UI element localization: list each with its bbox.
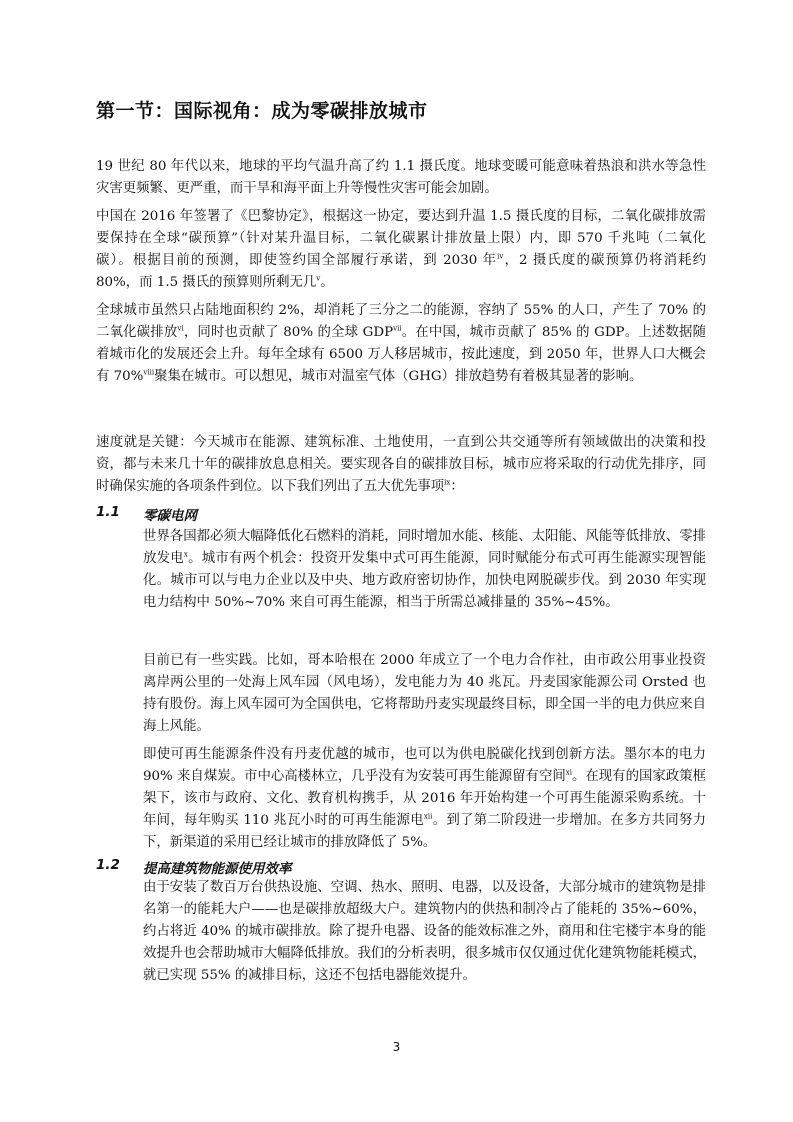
paragraph-building-energy: 由于安装了数百万台供热设施、空调、热水、照明、电器，以及设备，大部分城市的建筑物是排名第一的能耗大户——也是碳排放超级大户。建筑物内的供热和制冷占了能耗的 35%~60%，约占将近 40% 的城市碳排放。除了提升电器、设备的能效标准之外，商用和住宅楼宇本身的能效提升也会帮助城市大幅降低排放。我们的分析表明，很多城市仅仅通过优化建筑物能耗模式，就已实现 55% 的减排目标，这还不包括电器能效提升。	[143, 880, 706, 983]
footnote-ref: vi	[177, 324, 184, 333]
paragraph-paris-agreement: 中国在 2016 年签署了《巴黎协定》，根据这一协定，要达到升温 1.5 摄氏度的目标，二氧化碳排放需要保持在全球“碳预算”（针对某升温目标，二氧化碳累计排放量上限）内，即 570 千兆吨（二氧化碳）。根据目前的预测，即使签约国全部履行承诺，到 2030 年$^{iv}$，2 摄氏度的碳预算仍将消耗约 80%，而 1.5 摄氏的预算则所剩无几$^v$。	[96, 209, 707, 290]
paragraph-warming: 19 世纪 80 年代以来，地球的平均气温升高了约 1.1 摄氏度。地球变暖可能意味着热浪和洪水等急性灾害更频繁、更严重，而干旱和海平面上升等慢性灾害可能会加剧。	[96, 159, 706, 196]
section-title-building-efficiency: 提高建筑物能源使用效率	[143, 861, 292, 877]
footnote-ref: v	[316, 274, 321, 283]
page-number: 3	[392, 1040, 401, 1054]
footnote-ref: ix	[444, 478, 451, 487]
section-heading: 第一节：国际视角：成为零碳排放城市	[96, 100, 428, 122]
footnote-ref: vii	[393, 324, 402, 333]
section-number-1-2: 1.2	[96, 857, 120, 873]
paragraph-grid-decarbonize: 世界各国都必须大幅降低化石燃料的消耗，同时增加水能、核能、太阳能、风能等低排放、零排放发电$^x$。城市有两个机会：投资开发集中式可再生能源，同时赋能分布式可再生能源实现智能化。城市可以与电力企业以及中央、地方政府密切协作，加快电网脱碳步伐。到 2030 年实现电力结构中 50%~70% 来自可再生能源，相当于所需总减排量的 35%~45%。	[143, 529, 706, 610]
footnote-ref: x	[183, 550, 188, 559]
paragraph-copenhagen: 目前已有一些实践。比如，哥本哈根在 2000 年成立了一个电力合作社，由市政公用事业投资离岸两公里的一处海上风车园（风电场），发电能力为 40 兆瓦。丹麦国家能源公司 Orsted 也持有股份。海上风车园可为全国供电，它将帮助丹麦实现最终目标，即全国一半的电力供应来自海上风能。	[143, 653, 706, 734]
paragraph-city-emissions: 全球城市虽然只占陆地面积约 2%，却消耗了三分之二的能源，容纳了 55% 的人口，产生了 70% 的二氧化碳排放$^{vi}$，同时也贡献了 80% 的全球 GDP$^{vii}$。在中国，城市贡献了 85% 的 GDP。上述数据随着城市化的发展还会上升。每年全球有 6500 万人移居城市，按此速度，到 2050 年，世界人口大概会有 70%$^{viii}$聚集在城市。可以想见，城市对温室气体（GHG）排放趋势有着极其显著的影响。	[96, 303, 707, 384]
paragraph-melbourne: 即使可再生能源条件没有丹麦优越的城市，也可以为供电脱碳化找到创新方法。墨尔本的电力 90% 来自煤炭。市中心高楼林立，几乎没有为安装可再生能源留有空间$^{xi}$。在现有的国家政策框架下，该市与政府、文化、教育机构携手，从 2016 年开始构建一个可再生能源采购系统。十年间，每年购买 110 兆瓦小时的可再生能源电$^{xii}$。到了第二阶段进一步增加。在多方共同努力下，新渠道的采用已经让城市的排放降低了 5%。	[143, 747, 706, 850]
section-title-zero-carbon-grid: 零碳电网	[143, 508, 197, 524]
footnote-ref: viii	[143, 368, 155, 377]
section-number-1-1: 1.1	[96, 504, 120, 520]
footnote-ref: iv	[497, 252, 504, 261]
footnote-ref: xii	[423, 812, 433, 821]
paragraph-speed-is-key: 速度就是关键：今天城市在能源、建筑标准、土地使用，一直到公共交通等所有领域做出的决策和投资，都与未来几十年的碳排放息息相关。要实现各自的碳排放目标，城市应将采取的行动优先排序，同时确保实施的各项条件到位。以下我们列出了五大优先事项$^{ix}$：	[96, 435, 706, 494]
footnote-ref: xi	[565, 768, 572, 777]
